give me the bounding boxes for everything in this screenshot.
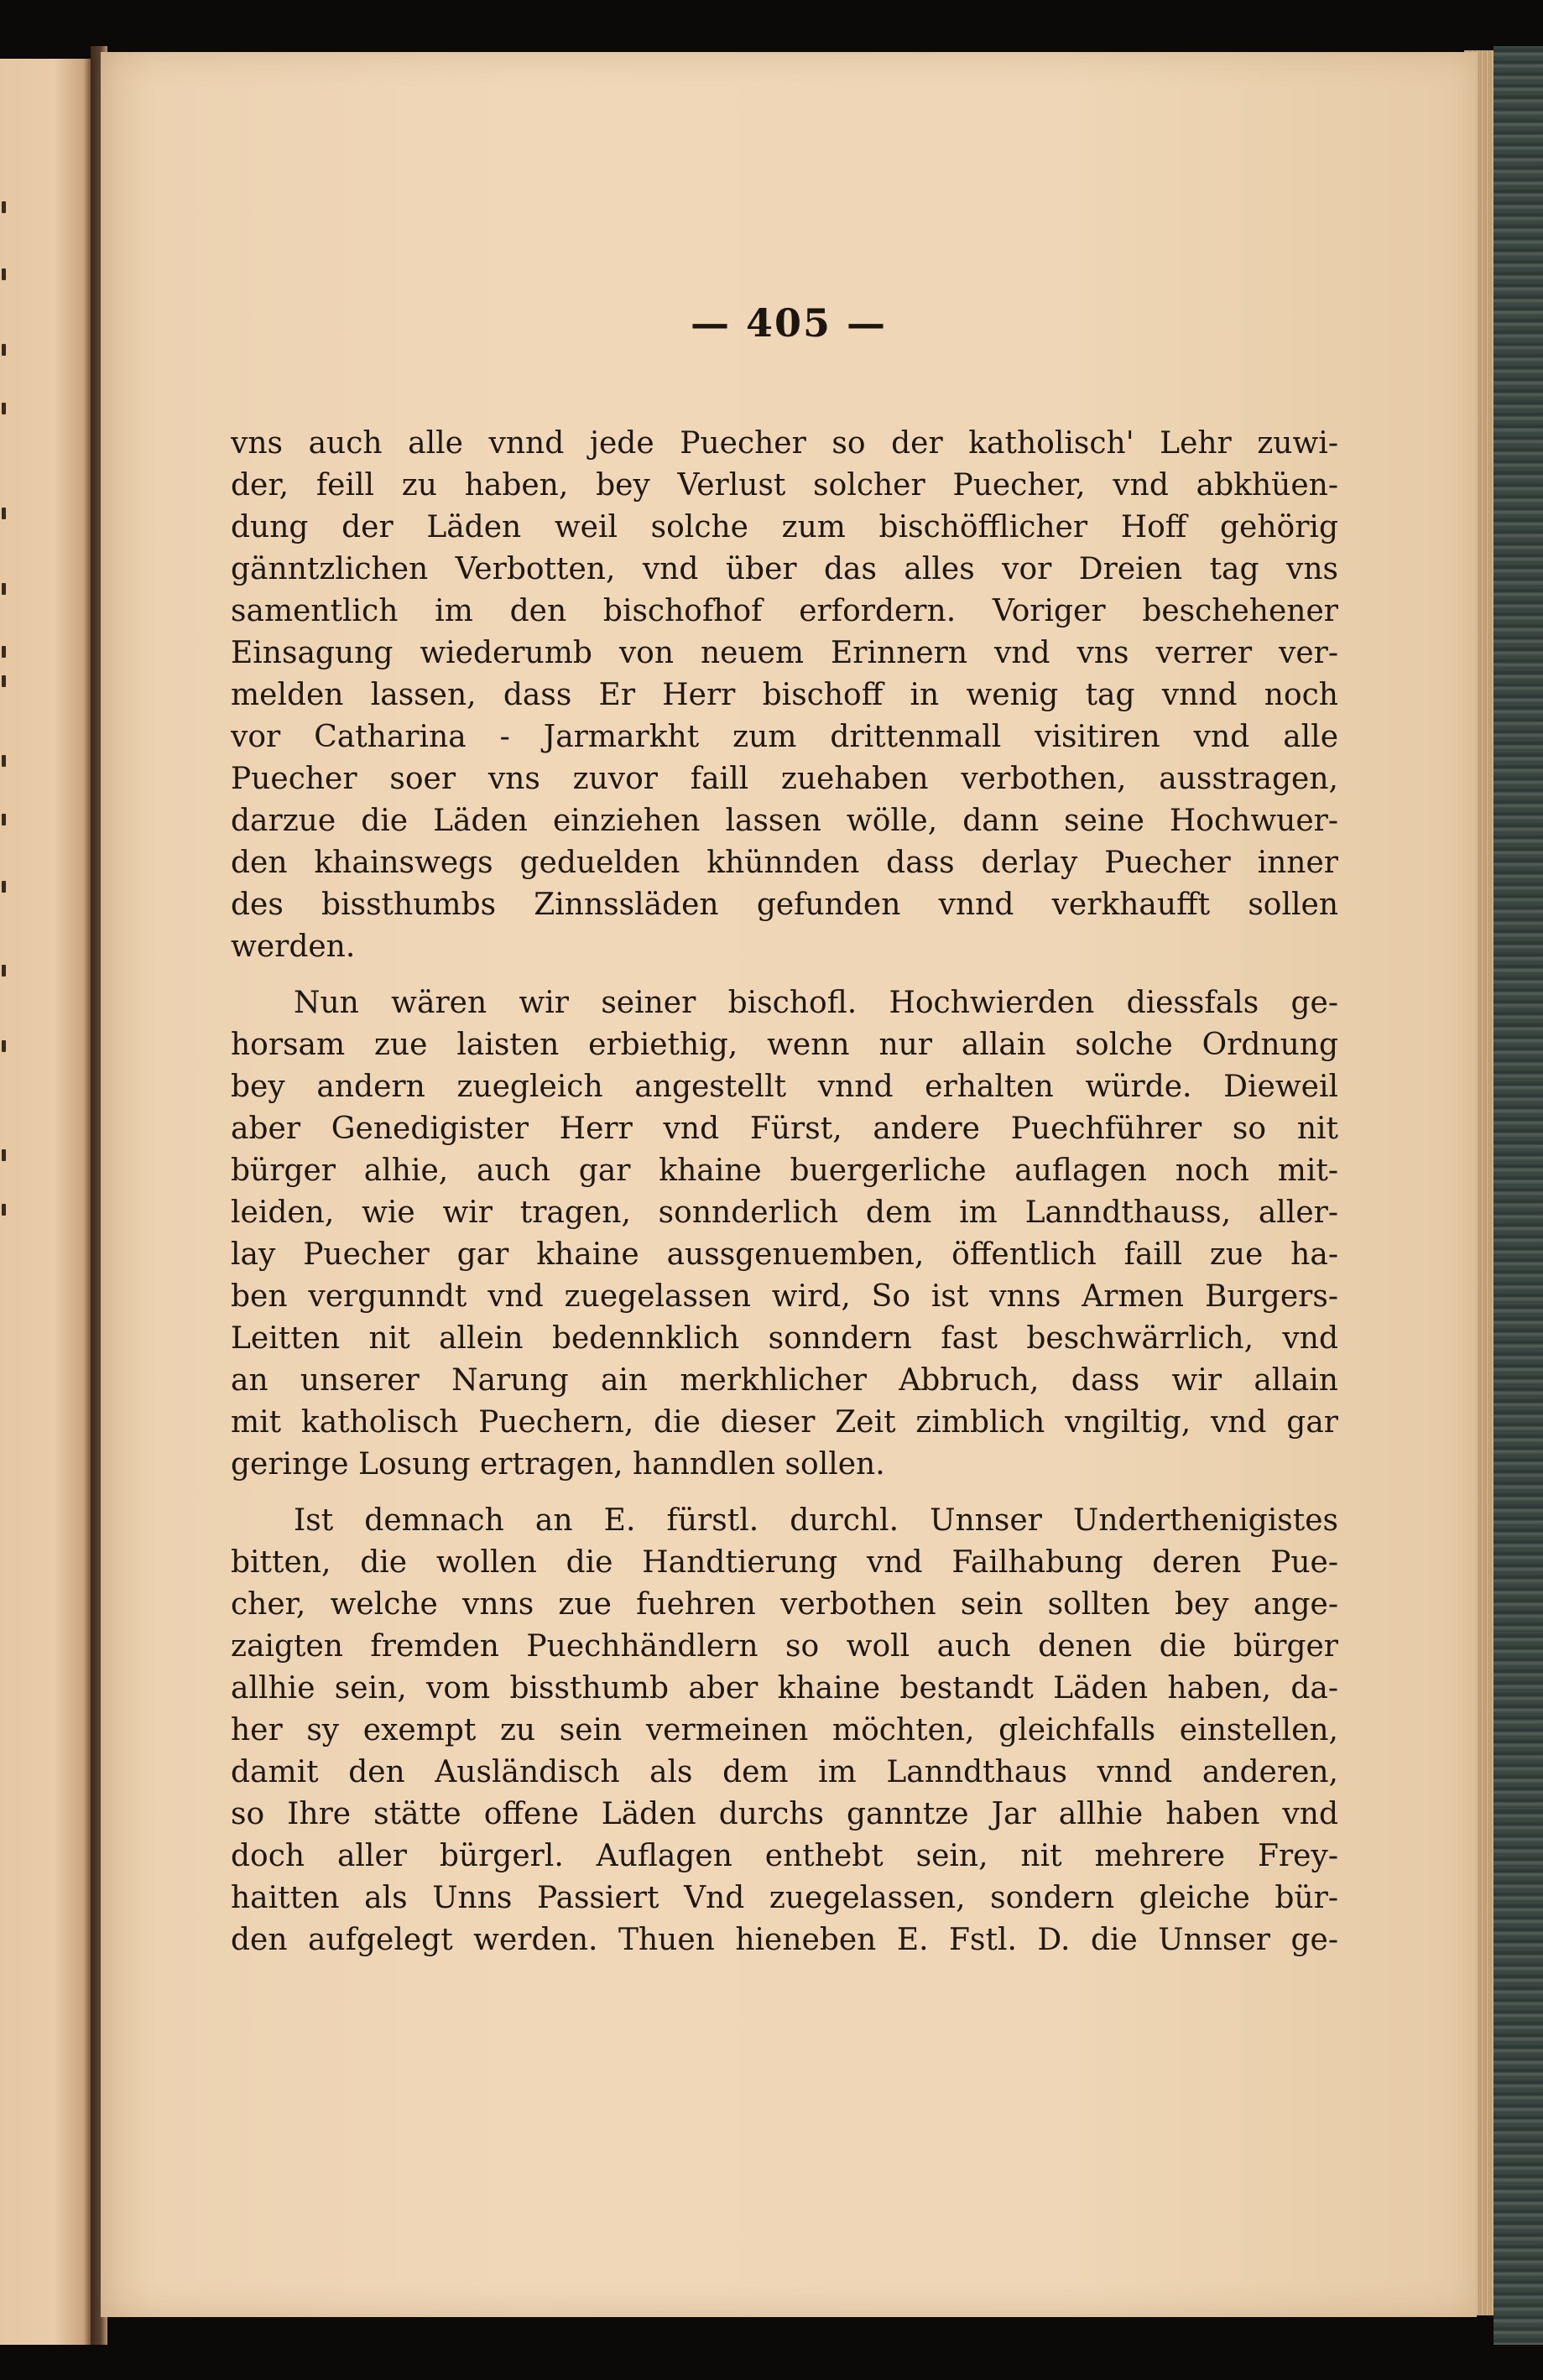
text-line: leiden, wie wir tragen, sonnderlich dem im Lanndthauss, aller- xyxy=(231,1195,1338,1230)
text-line: den khainswegs geduelden khünnden dass derlay Puecher inner xyxy=(231,846,1338,880)
text-line: gänntzlichen Verbotten, vnd über das alles vor Dreien tag vns xyxy=(231,552,1338,586)
marbled-cover-edge xyxy=(1493,46,1543,2345)
page-number: — 405 — xyxy=(690,300,888,346)
text-line: damit den Ausländisch als dem im Lanndthaus vnnd anderen, xyxy=(231,1755,1338,1789)
text-line: Puecher soer vns zuvor faill zuehaben verbothen, ausstragen, xyxy=(231,762,1338,796)
text-line: Nun wären wir seiner bischofl. Hochwierden diessfals ge- xyxy=(294,986,1338,1020)
text-line: cher, welche vnns zue fuehren verbothen sein sollten bey ange- xyxy=(231,1587,1338,1622)
text-line: her sy exempt zu sein vermeinen möchten, gleichfalls einstellen, xyxy=(231,1713,1338,1747)
paragraph-2 xyxy=(231,982,1338,1486)
text-line: an unserer Narung ain merkhlicher Abbruch, dass wir allain xyxy=(231,1363,1338,1398)
text-line: allhie sein, vom bissthumb aber khaine bestandt Läden haben, da- xyxy=(231,1671,1338,1706)
text-line: haitten als Unns Passiert Vnd zuegelassen, sondern gleiche bür- xyxy=(231,1881,1338,1915)
paragraph-3 xyxy=(231,1500,1338,1961)
text-line: ben vergunndt vnd zuegelassen wird, So ist vnns Armen Burgers- xyxy=(231,1279,1338,1314)
text-line: Ist demnach an E. fürstl. durchl. Unnser Underthenigistes xyxy=(294,1503,1338,1538)
text-line: den aufgelegt werden. Thuen hieneben E. Fstl. D. die Unnser ge- xyxy=(231,1923,1338,1957)
text-line: zaigten fremden Puechhändlern so woll auch denen die bürger xyxy=(231,1629,1338,1664)
text-line: des bissthumbs Zinnssläden gefunden vnnd verkhaufft sollen xyxy=(231,888,1338,922)
text-line: Leitten nit allein bedennklich sonndern fast beschwärrlich, vnd xyxy=(231,1321,1338,1356)
text-line: darzue die Läden einziehen lassen wölle, dann seine Hochwuer- xyxy=(231,804,1338,838)
text-line: samentlich im den bischofhof erfordern. Voriger beschehener xyxy=(231,594,1338,628)
text-line: horsam zue laisten erbiethig, wenn nur allain solche Ordnung xyxy=(231,1028,1338,1062)
left-page-bleed-marks xyxy=(0,59,91,2345)
text-line: melden lassen, dass Er Herr bischoff in wenig tag vnnd noch xyxy=(231,678,1338,712)
text-line: vor Catharina - Jarmarkht zum drittenmall visitiren vnd alle xyxy=(231,720,1338,754)
text-line: der, feill zu haben, bey Verlust solcher Puecher, vnd abkhüen- xyxy=(231,468,1338,503)
text-line: Einsagung wiederumb von neuem Erinnern vnd vns verrer ver- xyxy=(231,636,1338,670)
text-line: dung der Läden weil solche zum bischöfflicher Hoff gehörig xyxy=(231,510,1338,544)
right-page xyxy=(101,52,1477,2317)
text-line: mit katholisch Puechern, die dieser Zeit zimblich vngiltig, vnd gar xyxy=(231,1405,1338,1440)
text-line: vns auch alle vnnd jede Puecher so der katholisch' Lehr zuwi- xyxy=(231,426,1338,461)
paragraph-1 xyxy=(231,423,1338,968)
text-line: bitten, die wollen die Handtierung vnd Failhabung deren Pue- xyxy=(231,1545,1338,1580)
body-text xyxy=(231,423,1338,1976)
text-line: geringe Losung ertragen, hanndlen sollen. xyxy=(231,1447,885,1482)
text-line: so Ihre stätte offene Läden durchs ganntze Jar allhie haben vnd xyxy=(231,1797,1338,1831)
text-line: aber Genedigister Herr vnd Fürst, andere Puechführer so nit xyxy=(231,1112,1338,1146)
text-line: bey andern zuegleich angestellt vnnd erhalten würde. Dieweil xyxy=(231,1070,1338,1104)
text-line: bürger alhie, auch gar khaine buergerliche auflagen noch mit- xyxy=(231,1154,1338,1188)
left-page-edge xyxy=(0,59,91,2345)
text-line: doch aller bürgerl. Auflagen enthebt sein, nit mehrere Frey- xyxy=(231,1839,1338,1873)
text-line: lay Puecher gar khaine aussgenuemben, öffentlich faill zue ha- xyxy=(231,1237,1338,1272)
text-line: werden. xyxy=(231,930,356,964)
